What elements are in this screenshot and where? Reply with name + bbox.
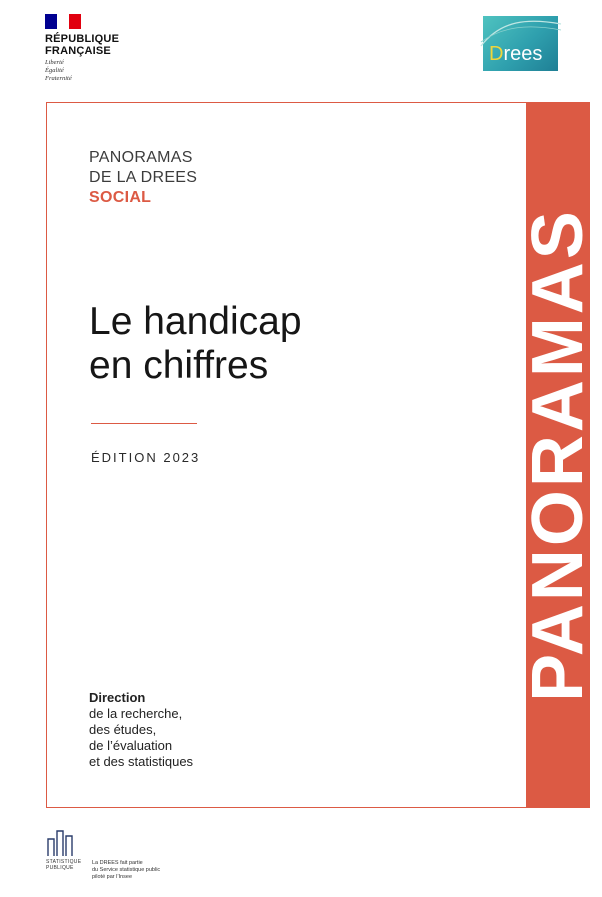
collection-line-2: DE LA DREES: [89, 169, 198, 186]
drees-logo: [483, 16, 558, 71]
motto-egalite: Égalité: [45, 67, 64, 74]
title-line-2: en chiffres: [89, 344, 269, 387]
drees-d-letter: D: [489, 43, 504, 65]
collection-line-3: SOCIAL: [89, 189, 152, 206]
french-flag-icon: [45, 14, 81, 29]
direction-line-3: des études,: [89, 722, 157, 737]
ssp-line-1: STATISTIQUE: [46, 859, 82, 865]
direction-line-1: Direction: [89, 690, 146, 705]
collection-name: [89, 148, 197, 208]
ssp-note-line-3: piloté par l’Insee: [92, 874, 133, 880]
drees-wordmark: [489, 43, 542, 66]
panoramas-band: [518, 102, 598, 808]
direction-line-2: de la recherche,: [89, 706, 183, 721]
republique-line-1: RÉPUBLIQUE: [45, 33, 120, 45]
flag-red: [69, 14, 81, 29]
direction-line-5: et des statistiques: [89, 754, 194, 769]
direction-block: [89, 690, 193, 770]
ssp-label: [46, 859, 81, 871]
title-divider: [91, 423, 197, 424]
republique-line-2: FRANÇAISE: [45, 45, 111, 57]
direction-line-4: de l’évaluation: [89, 738, 173, 753]
motto-liberte: Liberté: [45, 59, 64, 66]
flag-blue: [45, 14, 57, 29]
panoramas-vertical-text: PANORAMAS: [518, 208, 598, 702]
ssp-note-line-2: du Service statistique public: [92, 867, 161, 873]
ssp-note-line-1: La DREES fait partie: [92, 860, 143, 866]
collection-line-1: PANORAMAS: [89, 149, 193, 166]
flag-white: [57, 14, 69, 29]
statistique-publique-icon: [46, 829, 76, 857]
drees-rest-letters: rees: [503, 43, 543, 65]
ssp-note: [92, 860, 160, 881]
title-line-1: Le handicap: [89, 300, 302, 343]
page-title: [89, 300, 302, 388]
edition-label: ÉDITION 2023: [91, 450, 201, 465]
ssp-line-2: PUBLIQUE: [46, 865, 74, 871]
motto-fraternite: Fraternité: [45, 75, 72, 82]
